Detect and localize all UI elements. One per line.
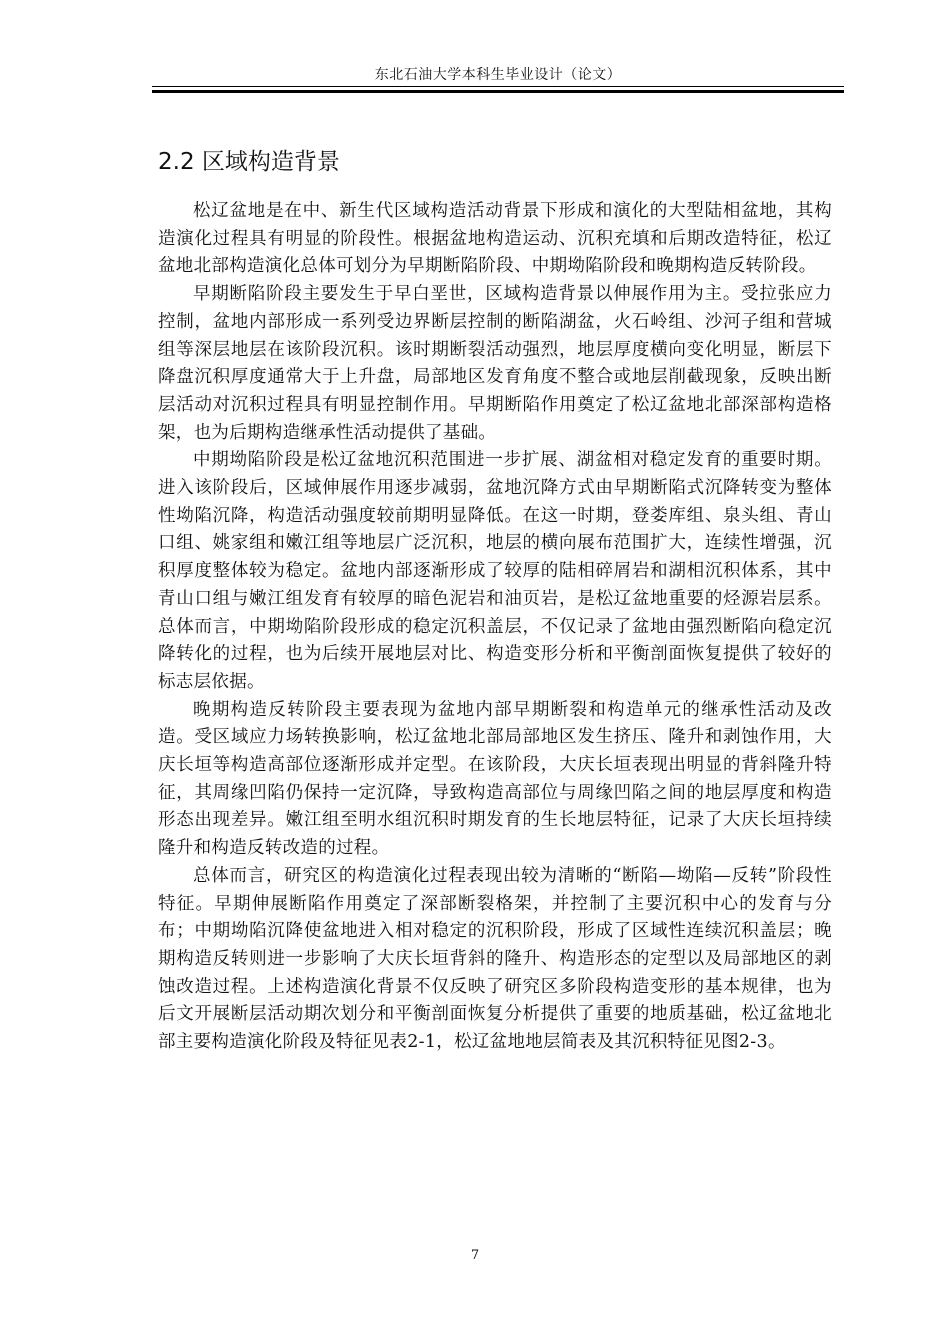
paragraph-2: 早期断陷阶段主要发生于早白垩世，区域构造背景以伸展作用为主。受拉张应力控制，盆地内部形成一系列受边界断层控制的断陷湖盆，火石岭组、沙河子组和营城组等深层地层在该阶段沉积。该时期断裂活动强烈，地层厚度横向变化明显，断层下降盘沉积厚度通常大于上升盘，局部地区发育角度不整合或地层削截现象，反映出断层活动对沉积过程具有明显控制作用。早期断陷作用奠定了松辽盆地北部深部构造格架，也为后期构造继承性活动提供了基础。 [158, 284, 832, 443]
section-title: 2.2 区域构造背景 [158, 149, 340, 175]
body-text [158, 198, 832, 1057]
paragraph-3: 中期坳陷阶段是松辽盆地沉积范围进一步扩展、湖盆相对稳定发育的重要时期。进入该阶段后，区域伸展作用逐步减弱，盆地沉降方式由早期断陷式沉降转变为整体性坳陷沉降，构造活动强度较前期明显降低。在这一时期，登娄库组、泉头组、青山口组、姚家组和嫩江组等地层广泛沉积，地层的横向展布范围扩大，连续性增强，沉积厚度整体较为稳定。盆地内部逐渐形成了较厚的陆相碎屑岩和湖相沉积体系，其中青山口组与嫩江组发育有较厚的暗色泥岩和油页岩，是松辽盆地重要的烃源岩层系。总体而言，中期坳陷阶段形成的稳定沉积盖层，不仅记录了盆地由强烈断陷向稳定沉降转化的过程，也为后续开展地层对比、构造变形分析和平衡剖面恢复提供了较好的标志层依据。 [158, 450, 832, 692]
page-header-title: 东北石油大学本科生毕业设计（论文） [374, 67, 622, 83]
header-rule-thick [152, 90, 844, 93]
paragraph-5: 总体而言，研究区的构造演化过程表现出较为清晰的“断陷—坳陷—反转”阶段性特征。早期伸展断陷作用奠定了深部断裂格架，并控制了主要沉积中心的发育与分布；中期坳陷沉降使盆地进入相对稳定的沉积阶段，形成了区域性连续沉积盖层；晚期构造反转则进一步影响了大庆长垣背斜的隆升、构造形态的定型以及局部地区的剥蚀改造过程。上述构造演化背景不仅反映了研究区多阶段构造变形的基本规律，也为后文开展断层活动期次划分和平衡剖面恢复分析提供了重要的地质基础，松辽盆地北部主要构造演化阶段及特征见表2-1，松辽盆地地层简表及其沉积特征见图2-3。 [158, 865, 832, 1053]
page-number: 7 [470, 1248, 480, 1263]
paragraph-1: 松辽盆地是在中、新生代区域构造活动背景下形成和演化的大型陆相盆地，其构造演化过程具有明显的阶段性。根据盆地构造运动、沉积充填和后期改造特征，松辽盆地北部构造演化总体可划分为早期断陷阶段、中期坳陷阶段和晚期构造反转阶段。 [158, 201, 832, 277]
header-rule-thin [152, 86, 844, 87]
paragraph-4: 晚期构造反转阶段主要表现为盆地内部早期断裂和构造单元的继承性活动及改造。受区域应力场转换影响，松辽盆地北部局部地区发生挤压、隆升和剥蚀作用，大庆长垣等构造高部位逐渐形成并定型。在该阶段，大庆长垣表现出明显的背斜隆升特征，其周缘凹陷仍保持一定沉降，导致构造高部位与周缘凹陷之间的地层厚度和构造形态出现差异。嫩江组至明水组沉积时期发育的生长地层特征，记录了大庆长垣持续隆升和构造反转改造的过程。 [158, 699, 832, 859]
